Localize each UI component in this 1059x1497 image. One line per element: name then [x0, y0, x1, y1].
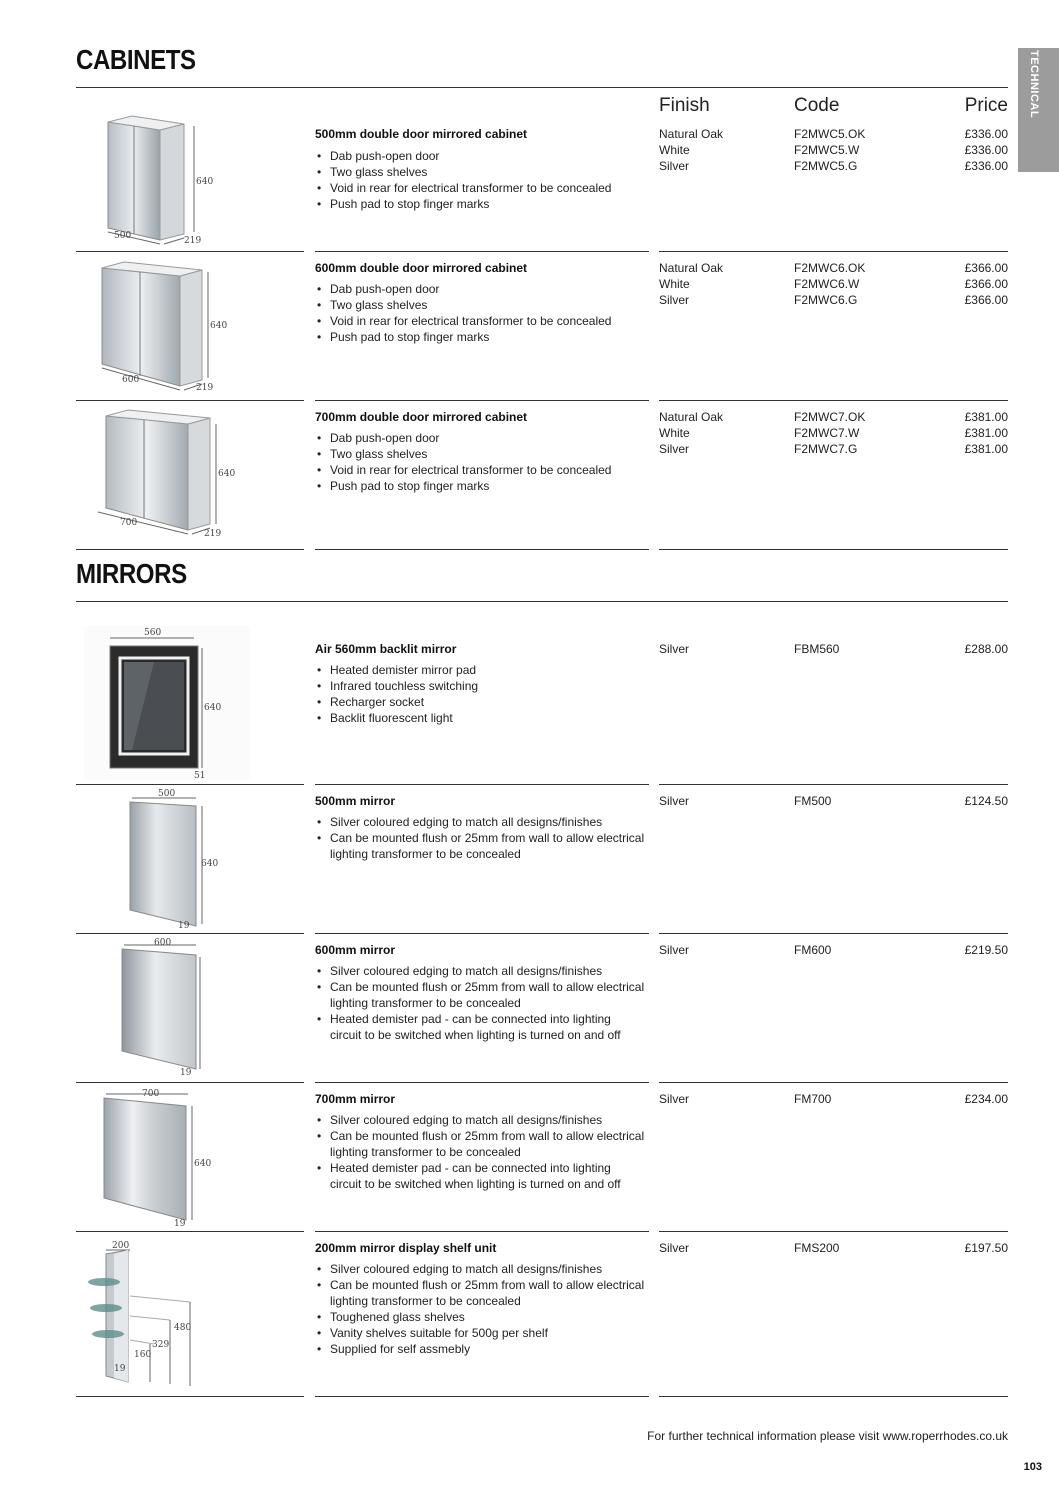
page-number: 103 [1023, 1461, 1042, 1473]
cabinet-500-depth-label: 219 [184, 236, 202, 246]
mirror-600-title: 600mm mirror [315, 943, 396, 957]
row-divider [76, 400, 304, 401]
code-value: FM700 [794, 1092, 832, 1106]
code-value: FM500 [794, 794, 832, 808]
cabinet-500-codes [794, 126, 865, 174]
mirror-600-width-label: 600 [154, 938, 172, 948]
code-value: F2MWC6.W [794, 277, 860, 291]
cabinet-600-title: 600mm double door mirrored cabinet [315, 261, 528, 275]
list-item: • Silver coloured edging to match all designs/finishes [315, 1261, 645, 1277]
mirror-500-depth-label: 19 [178, 921, 190, 930]
price-column-header: Price [964, 95, 1008, 116]
mirror-500-width-label: 500 [158, 789, 176, 799]
row-divider [659, 251, 1008, 252]
row-divider [315, 1082, 649, 1083]
list-item: • Two glass shelves [315, 164, 645, 180]
mirror-500-height-label: 640 [201, 859, 219, 869]
list-item: • Toughened glass shelves [315, 1309, 645, 1325]
list-item: • Dab push-open door [315, 430, 645, 446]
finish-column-header: Finish [659, 95, 710, 116]
mirror-560-width-label: 560 [144, 628, 162, 638]
finish-value: Natural Oak [659, 410, 724, 424]
list-item: • Two glass shelves [315, 446, 645, 462]
finish-value: White [659, 143, 690, 157]
row-divider [659, 784, 1008, 785]
cabinet-600-codes [794, 260, 865, 308]
list-item: • Silver coloured edging to match all designs/finishes [315, 963, 645, 979]
price-value: £381.00 [964, 426, 1008, 440]
list-item: • Dab push-open door [315, 148, 645, 164]
technical-tab-label: TECHNICAL [1028, 50, 1040, 119]
row-divider [315, 784, 649, 785]
list-item: • Dab push-open door [315, 281, 645, 297]
shelf-unit-image [84, 1236, 250, 1392]
list-item: • Vanity shelves suitable for 500g per shelf [315, 1325, 645, 1341]
price-value: £366.00 [964, 261, 1008, 275]
cabinet-600-width-label: 600 [122, 375, 140, 385]
cabinet-500-prices [965, 126, 1008, 174]
code-column-header: Code [794, 95, 840, 116]
cabinet-500-height-label: 640 [196, 177, 214, 187]
list-item: • Silver coloured edging to match all designs/finishes [315, 1112, 645, 1128]
list-item: • Recharger socket [315, 694, 645, 710]
cabinet-700-finishes [659, 409, 723, 457]
list-item: • Push pad to stop finger marks [315, 196, 645, 212]
shelf-unit-h2-label: 329 [152, 1340, 170, 1350]
price-value: £219.50 [964, 943, 1008, 957]
price-value: £197.50 [964, 1241, 1008, 1255]
price-value: £288.00 [964, 642, 1008, 656]
mirror-560-features [315, 662, 645, 726]
list-item: • Supplied for self assmebly [315, 1341, 645, 1357]
technical-tab[interactable] [1018, 48, 1059, 172]
finish-value: Silver [659, 794, 690, 808]
price-value: £234.00 [964, 1092, 1008, 1106]
mirror-560-depth-label: 51 [194, 771, 206, 780]
heading-rule [76, 87, 1008, 88]
code-value: FMS200 [794, 1241, 840, 1255]
finish-value: White [659, 426, 690, 440]
mirror-700-height-label: 640 [194, 1159, 212, 1169]
list-item: • Two glass shelves [315, 297, 645, 313]
row-divider [659, 1082, 1008, 1083]
list-item: • Push pad to stop finger marks [315, 329, 645, 345]
finish-value: Silver [659, 1241, 690, 1255]
list-item: • Void in rear for electrical transformer to be concealed [315, 462, 645, 478]
cabinet-700-height-label: 640 [218, 469, 236, 479]
cabinet-700-prices [965, 409, 1008, 457]
price-value: £366.00 [964, 277, 1008, 291]
shelf-unit-depth-label: 19 [114, 1364, 126, 1374]
finish-value: Natural Oak [659, 127, 724, 141]
row-divider [76, 1231, 304, 1232]
cabinet-700-image [84, 404, 250, 542]
shelf-unit-title: 200mm mirror display shelf unit [315, 1241, 497, 1255]
row-divider [315, 251, 649, 252]
list-item: • Can be mounted flush or 25mm from wall to allow electrical lighting transformer to be concealed [315, 1128, 645, 1160]
mirror-560-image [84, 626, 250, 780]
cabinet-500-features [315, 148, 645, 212]
finish-value: Silver [659, 442, 690, 456]
mirror-500-title: 500mm mirror [315, 794, 396, 808]
mirrors-heading: MIRRORS [76, 558, 187, 589]
price-value: £336.00 [964, 159, 1008, 173]
row-divider [315, 400, 649, 401]
mirror-700-features [315, 1112, 645, 1192]
shelf-unit-features [315, 1261, 645, 1357]
shelf-unit-h1-label: 480 [174, 1323, 192, 1333]
row-divider [76, 251, 304, 252]
row-divider [76, 1396, 304, 1397]
cabinet-700-depth-label: 219 [204, 529, 222, 539]
row-divider [76, 784, 304, 785]
row-divider [76, 549, 304, 550]
row-divider [659, 400, 1008, 401]
row-divider [659, 1396, 1008, 1397]
mirror-600-image [84, 937, 250, 1079]
cabinet-700-features [315, 430, 645, 494]
list-item: • Heated demister pad - can be connected into lighting circuit to be switched when lighting is turned on and off [315, 1160, 645, 1192]
mirror-700-width-label: 700 [142, 1089, 160, 1099]
cabinet-600-features [315, 281, 645, 345]
list-item: • Can be mounted flush or 25mm from wall to allow electrical lighting transformer to be concealed [315, 1277, 645, 1309]
cabinet-600-depth-label: 219 [196, 383, 214, 393]
cabinet-600-height-label: 640 [210, 321, 228, 331]
list-item: • Backlit fluorescent light [315, 710, 645, 726]
cabinet-500-image [84, 110, 250, 248]
row-divider [315, 933, 649, 934]
list-item: • Infrared touchless switching [315, 678, 645, 694]
cabinet-700-codes [794, 409, 865, 457]
mirror-500-image [84, 788, 250, 930]
finish-value: Silver [659, 642, 690, 656]
mirror-700-image [84, 1086, 250, 1228]
shelf-unit-h3-label: 160 [134, 1350, 152, 1360]
mirror-600-depth-label: 19 [180, 1068, 192, 1078]
list-item: • Void in rear for electrical transformer to be concealed [315, 180, 645, 196]
code-value: F2MWC5.OK [794, 127, 866, 141]
mirror-560-title: Air 560mm backlit mirror [315, 642, 457, 656]
price-value: £381.00 [964, 442, 1008, 456]
row-divider [315, 1396, 649, 1397]
price-value: £336.00 [964, 127, 1008, 141]
footer-link-text: For further technical information please visit www.roperrhodes.co.uk [647, 1429, 1008, 1443]
mirror-560-height-label: 640 [204, 703, 222, 713]
list-item: • Push pad to stop finger marks [315, 478, 645, 494]
code-value: F2MWC7.G [794, 442, 858, 456]
mirror-500-features [315, 814, 645, 862]
cabinet-600-prices [965, 260, 1008, 308]
cabinet-700-width-label: 700 [120, 518, 138, 528]
mirror-700-title: 700mm mirror [315, 1092, 396, 1106]
list-item: • Can be mounted flush or 25mm from wall to allow electrical lighting transformer to be concealed [315, 979, 645, 1011]
code-value: FM600 [794, 943, 832, 957]
list-item: • Void in rear for electrical transformer to be concealed [315, 313, 645, 329]
cabinet-600-image [84, 256, 250, 394]
row-divider [659, 549, 1008, 550]
list-item: • Silver coloured edging to match all designs/finishes [315, 814, 645, 830]
list-item: • Heated demister mirror pad [315, 662, 645, 678]
shelf-unit-width-label: 200 [112, 1241, 130, 1251]
finish-value: Natural Oak [659, 261, 724, 275]
code-value: F2MWC6.OK [794, 261, 866, 275]
list-item: • Can be mounted flush or 25mm from wall to allow electrical lighting transformer to be concealed [315, 830, 645, 862]
code-value: F2MWC7.W [794, 426, 860, 440]
price-value: £366.00 [964, 293, 1008, 307]
cabinets-heading: CABINETS [76, 44, 196, 75]
finish-value: Silver [659, 1092, 690, 1106]
code-value: F2MWC7.OK [794, 410, 866, 424]
code-value: F2MWC6.G [794, 293, 858, 307]
row-divider [659, 1231, 1008, 1232]
finish-value: Silver [659, 293, 690, 307]
mirror-700-depth-label: 19 [174, 1219, 186, 1228]
mirror-600-features [315, 963, 645, 1043]
cabinet-500-finishes [659, 126, 723, 174]
cabinet-700-title: 700mm double door mirrored cabinet [315, 410, 528, 424]
finish-value: Silver [659, 943, 690, 957]
row-divider [315, 549, 649, 550]
cabinet-500-width-label: 500 [114, 231, 132, 241]
row-divider [659, 933, 1008, 934]
price-value: £124.50 [964, 794, 1008, 808]
cabinet-600-finishes [659, 260, 723, 308]
row-divider [315, 1231, 649, 1232]
finish-value: White [659, 277, 690, 291]
code-value: F2MWC5.W [794, 143, 860, 157]
cabinet-500-title: 500mm double door mirrored cabinet [315, 127, 528, 141]
list-item: • Heated demister pad - can be connected into lighting circuit to be switched when lighting is turned on and off [315, 1011, 645, 1043]
row-divider [76, 1082, 304, 1083]
price-value: £381.00 [964, 410, 1008, 424]
code-value: F2MWC5.G [794, 159, 858, 173]
row-divider [76, 933, 304, 934]
heading-rule [76, 601, 1008, 602]
code-value: FBM560 [794, 642, 840, 656]
price-value: £336.00 [964, 143, 1008, 157]
finish-value: Silver [659, 159, 690, 173]
